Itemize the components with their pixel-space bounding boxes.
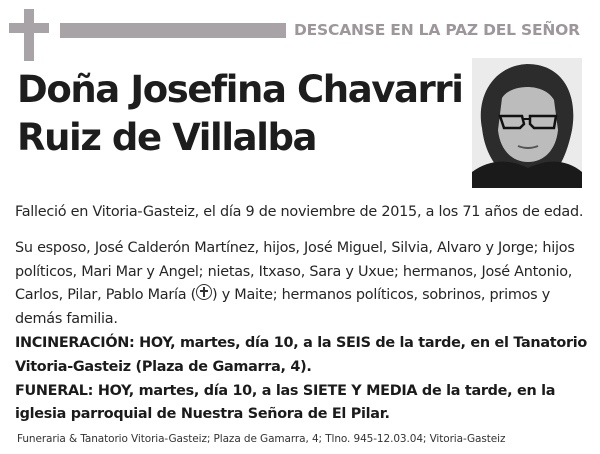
family-list (15, 237, 587, 332)
death-announcement: Falleció en Vitoria-Gasteiz, el día 9 de noviembre de 2015, a los 71 años de edad. (15, 204, 584, 220)
family-list-part1: Su esposo, José Calderón Martínez, hijos, José Miguel, Silvia, Alvaro y Jorge; hijos políticos, Mari Mar y Angel; nietas, Itxaso, Sara y Uxue; hermanos, José Antonio, Carlos, Pilar, Pablo María ( (15, 239, 575, 304)
funeral-notice: FUNERAL: HOY, martes, día 10, a las SIETE Y MEDIA de la tarde, en la iglesia parroquial de Nuestra Señora de El Pilar. (15, 382, 556, 423)
portrait-photo (472, 58, 582, 188)
family-list-part2: ) y Maite; hermanos políticos, sobrinos, primos y demás familia. (15, 287, 550, 328)
incineration-notice: INCINERACIÓN: HOY, martes, día 10, a la SEIS de la tarde, en el Tanatorio Vitoria-Gasteiz (Plaza de Gamarra, 4). (15, 334, 587, 375)
cross-icon (9, 9, 49, 61)
notice-body (15, 201, 587, 427)
header-rule (60, 23, 286, 38)
deceased-name-line1: Doña Josefina Chavarri (17, 68, 463, 111)
funeral-home-footer: Funeraria & Tanatorio Vitoria-Gasteiz; Plaza de Gamarra, 4; Tlno. 945-12.03.04; Vitoria-Gasteiz (17, 433, 506, 445)
header-motto: DESCANSE EN LA PAZ DEL SEÑOR (294, 21, 580, 39)
deceased-name (17, 66, 463, 162)
cross-circle-icon (196, 284, 212, 300)
deceased-name-line2: Ruiz de Villalba (17, 116, 317, 159)
